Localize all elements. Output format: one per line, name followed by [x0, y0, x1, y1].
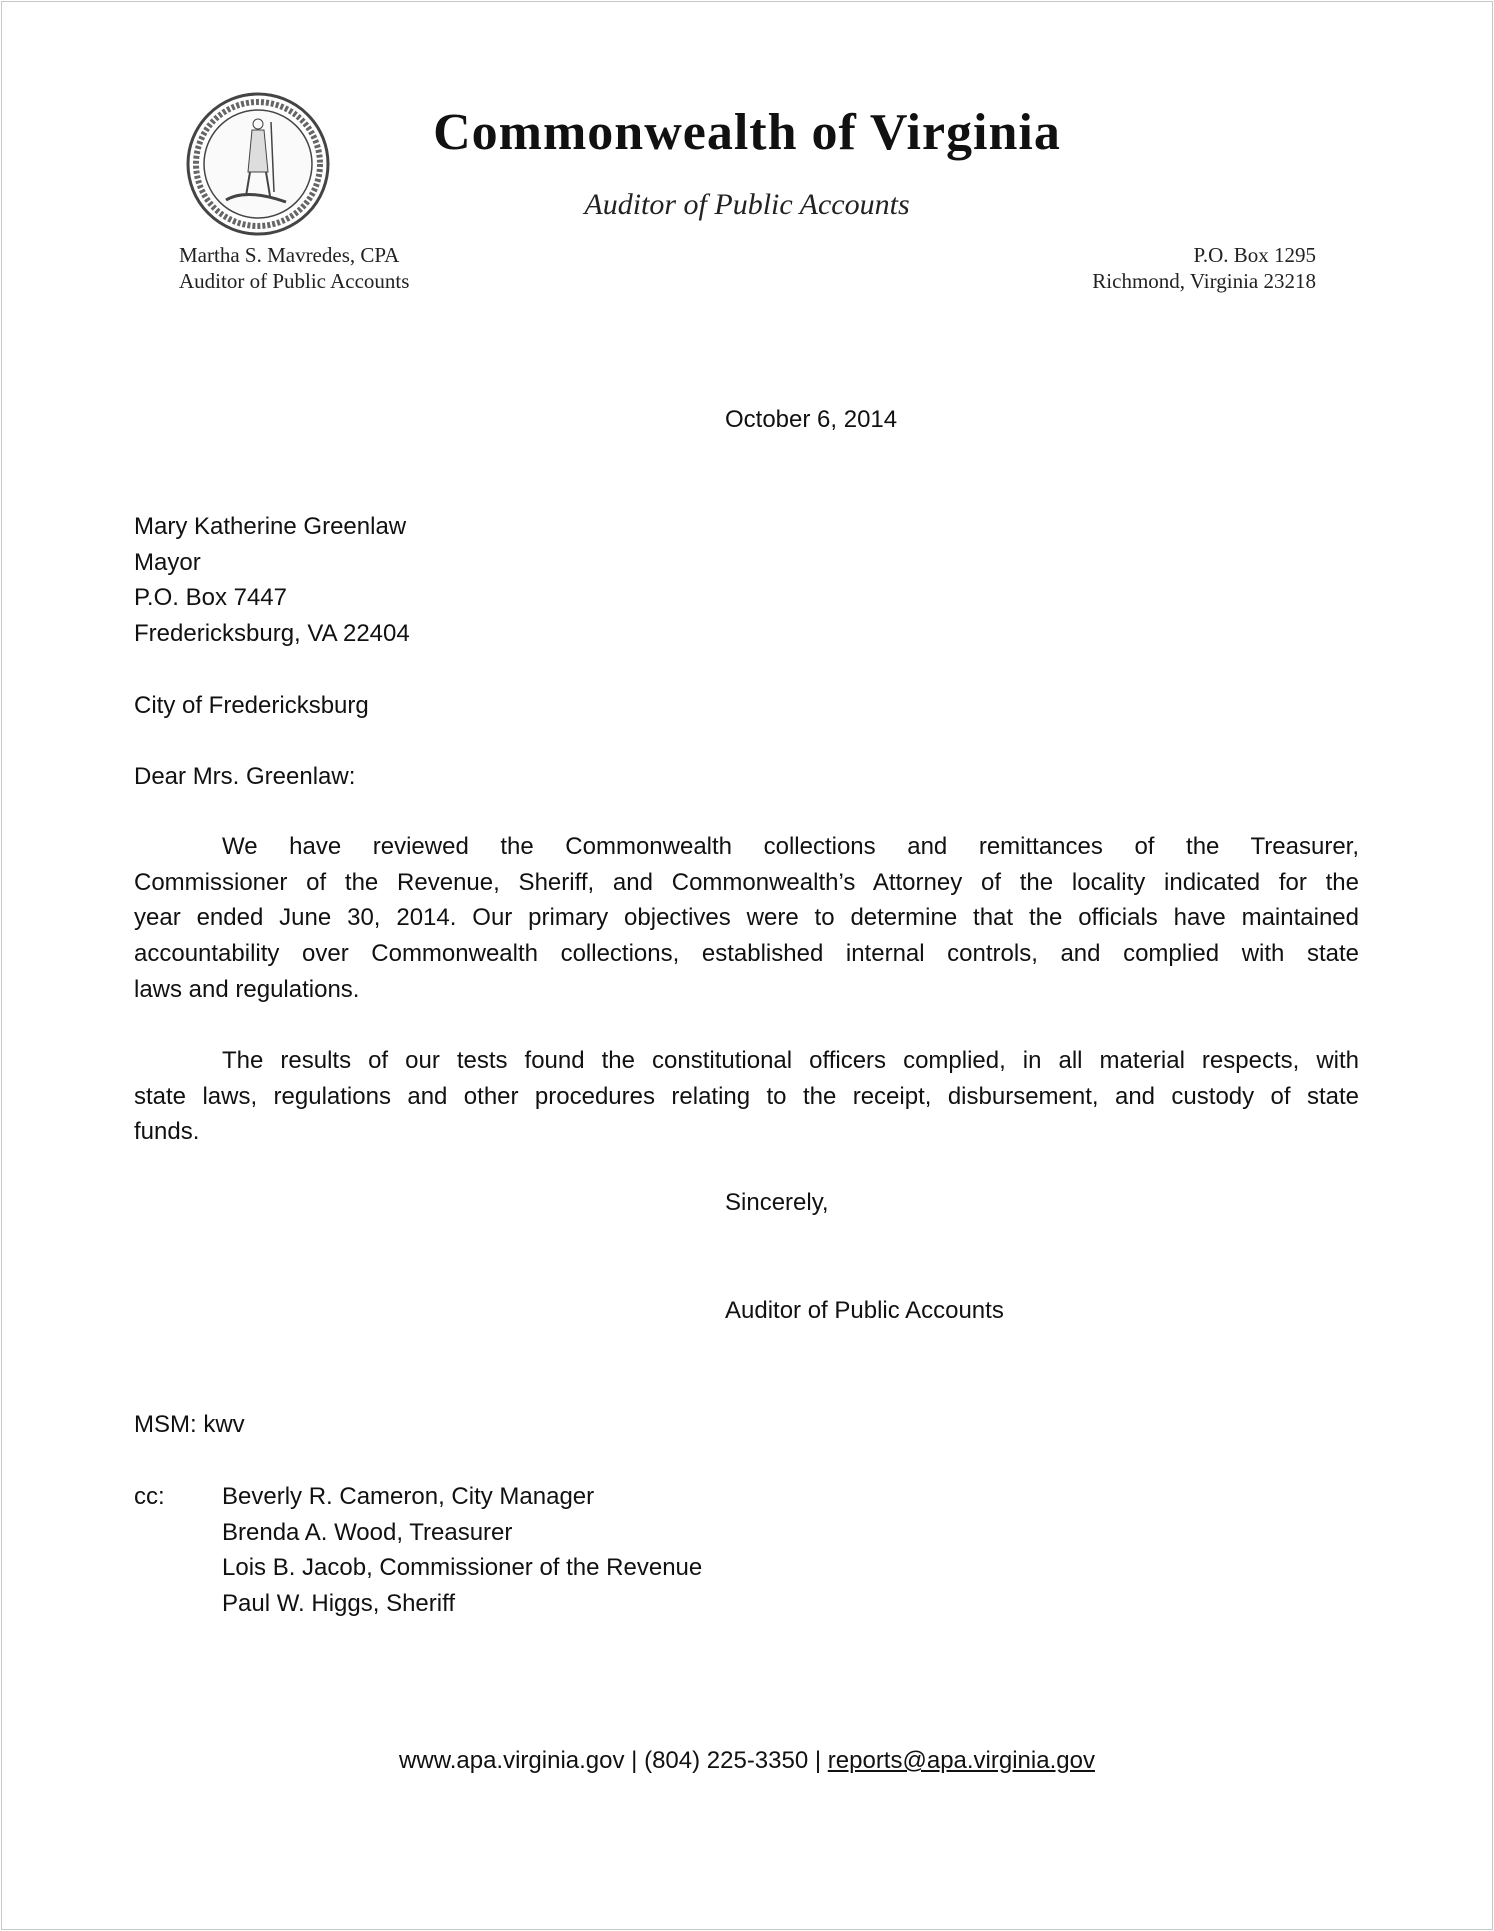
- paragraph-line: year ended June 30, 2014. Our primary objectives were to determine that the officials have maintained: [134, 904, 1359, 932]
- letterhead-subtitle: Auditor of Public Accounts: [584, 188, 910, 221]
- footer-separator: |: [631, 1747, 638, 1774]
- paragraph-line: state laws, regulations and other procedures relating to the receipt, disbursement, and custody of state: [134, 1082, 1359, 1110]
- paragraph-2: [134, 1043, 1359, 1150]
- po-box: P.O. Box 1295: [1193, 243, 1316, 267]
- footer: [0, 1743, 1494, 1779]
- paragraph-line: We have reviewed the Commonwealth collections and remittances of the Treasurer,: [222, 833, 1359, 860]
- paragraph-line: accountability over Commonwealth collections, established internal controls, and complied with state: [134, 940, 1359, 968]
- recipient-city: Fredericksburg, VA 22404: [134, 620, 410, 648]
- recipient-address: [134, 509, 410, 652]
- paragraph-line: The results of our tests found the constitutional officers complied, in all material respects, with: [222, 1047, 1359, 1074]
- cc-list: [222, 1479, 702, 1622]
- cc-item: Paul W. Higgs, Sheriff: [222, 1590, 455, 1618]
- recipient-name: Mary Katherine Greenlaw: [134, 513, 407, 540]
- paragraph-line: laws and regulations.: [134, 975, 360, 1003]
- footer-email-link[interactable]: reports@apa.virginia.gov: [827, 1747, 1095, 1774]
- cc-label: cc:: [134, 1483, 165, 1510]
- letter-date: October 6, 2014: [725, 406, 898, 433]
- city-state-zip: Richmond, Virginia 23218: [1092, 269, 1316, 293]
- salutation: Dear Mrs. Greenlaw:: [134, 763, 356, 790]
- cc-item: Lois B. Jacob, Commissioner of the Revenue: [222, 1554, 703, 1582]
- signature: Auditor of Public Accounts: [725, 1297, 1004, 1324]
- auditor-block: [179, 242, 409, 294]
- auditor-name: Martha S. Mavredes, CPA: [179, 243, 400, 267]
- locality: City of Fredericksburg: [134, 692, 369, 719]
- auditor-title: Auditor of Public Accounts: [179, 269, 410, 293]
- letterhead-title: Commonwealth of Virginia: [433, 104, 1061, 161]
- footer-phone: (804) 225-3350: [644, 1747, 809, 1774]
- closing: Sincerely,: [725, 1189, 829, 1216]
- cc-item: Brenda A. Wood, Treasurer: [222, 1518, 513, 1546]
- footer-website[interactable]: www.apa.virginia.gov: [399, 1747, 625, 1774]
- paragraph-1: [134, 829, 1359, 1008]
- paragraph-line: Commissioner of the Revenue, Sheriff, and Commonwealth’s Attorney of the locality indicated for the: [134, 868, 1359, 896]
- paragraph-line: funds.: [134, 1118, 200, 1146]
- office-address: [1092, 242, 1316, 294]
- recipient-title: Mayor: [134, 548, 201, 576]
- recipient-po-box: P.O. Box 7447: [134, 584, 287, 612]
- footer-separator: |: [814, 1747, 822, 1774]
- initials: MSM: kwv: [134, 1411, 245, 1438]
- cc-item: Beverly R. Cameron, City Manager: [222, 1483, 595, 1510]
